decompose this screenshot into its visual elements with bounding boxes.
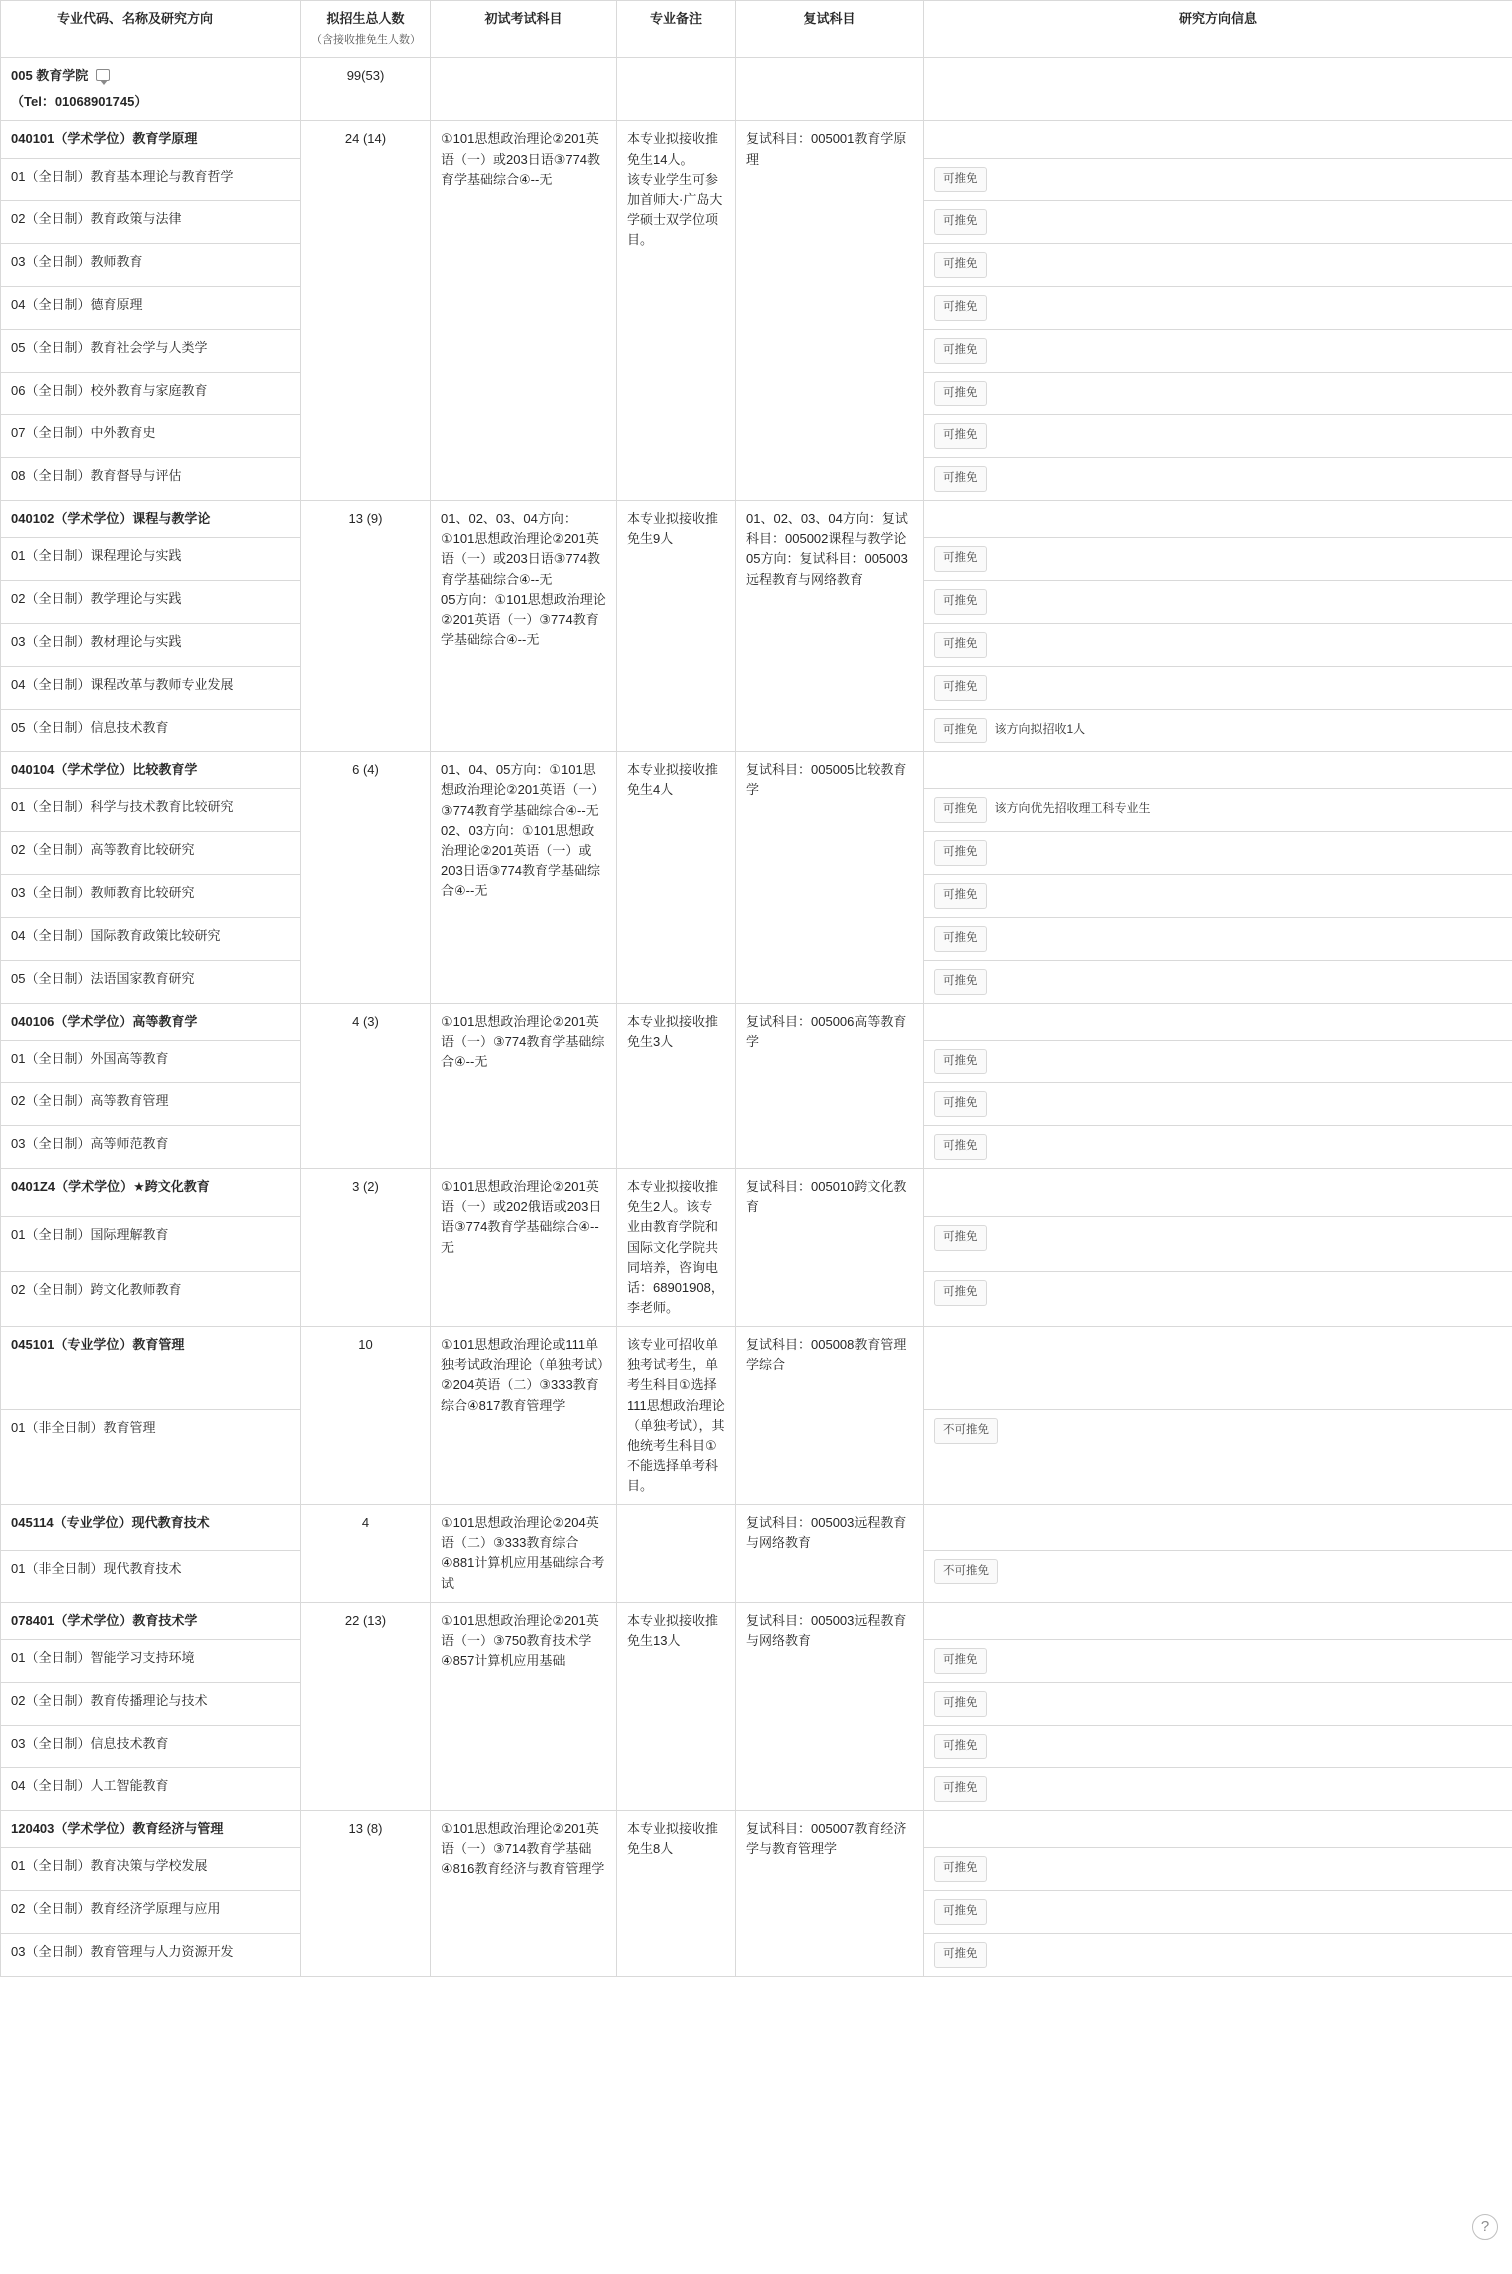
institute-blank-subjects bbox=[431, 58, 617, 121]
major-first-exam-subjects: ①101思想政治理论或111单独考试政治理论（单独考试）②204英语（二）③333教育综合④817教育管理学 bbox=[431, 1327, 617, 1505]
major-row bbox=[1, 501, 1512, 538]
major-direction-info bbox=[924, 501, 1512, 538]
column-header-first-exam-label: 初试考试科目 bbox=[484, 11, 563, 26]
major-first-exam-subjects: ①101思想政治理论②204英语（二）③333教育综合④881计算机应用基础综合考试 bbox=[431, 1505, 617, 1603]
major-remarks: 本专业拟接收推免生9人 bbox=[617, 501, 736, 752]
institute-blank-info bbox=[924, 58, 1512, 121]
direction-label[interactable]: 01（全日制）外国高等教育 bbox=[1, 1040, 301, 1083]
major-first-exam-subjects: ①101思想政治理论②201英语（一）③714教育学基础④816教育经济与教育管理学 bbox=[431, 1811, 617, 1977]
institute-total: 99(53) bbox=[301, 58, 431, 121]
major-quota: 13 (8) bbox=[301, 1811, 431, 1977]
table-body bbox=[1, 58, 1512, 1977]
recommendation-badge: 可推免 bbox=[934, 381, 987, 407]
major-retest-subjects: 复试科目：005008教育管理学综合 bbox=[736, 1327, 924, 1505]
major-first-exam-subjects: 01、04、05方向：①101思想政治理论②201英语（一）③774教育学基础综合④--无 02、03方向：①101思想政治理论②201英语（一）或203日语③774教育学基础综合④--无 bbox=[431, 752, 617, 1003]
direction-info-cell bbox=[924, 244, 1512, 287]
direction-label[interactable]: 04（全日制）德育原理 bbox=[1, 287, 301, 330]
recommendation-badge: 不可推免 bbox=[934, 1559, 998, 1585]
institute-name-cell bbox=[1, 58, 301, 121]
direction-info-cell bbox=[924, 875, 1512, 918]
major-quota: 13 (9) bbox=[301, 501, 431, 752]
direction-info-cell bbox=[924, 1933, 1512, 1976]
recommendation-badge: 可推免 bbox=[934, 797, 987, 823]
major-row bbox=[1, 1003, 1512, 1040]
direction-info-cell bbox=[924, 1126, 1512, 1169]
recommendation-badge: 可推免 bbox=[934, 466, 987, 492]
major-retest-subjects: 复试科目：005010跨文化教育 bbox=[736, 1169, 924, 1327]
direction-label[interactable]: 05（全日制）信息技术教育 bbox=[1, 709, 301, 752]
major-first-exam-subjects: 01、02、03、04方向：①101思想政治理论②201英语（一）或203日语③774教育学基础综合④--无 05方向：①101思想政治理论②201英语（一）③774教育学基础综合④--无 bbox=[431, 501, 617, 752]
recommendation-badge: 可推免 bbox=[934, 1134, 987, 1160]
major-code-name[interactable]: 120403（学术学位）教育经济与管理 bbox=[1, 1811, 301, 1848]
direction-info-cell bbox=[924, 709, 1512, 752]
recommendation-badge: 可推免 bbox=[934, 1648, 987, 1674]
recommendation-badge: 可推免 bbox=[934, 1856, 987, 1882]
recommendation-badge: 不可推免 bbox=[934, 1418, 998, 1444]
recommendation-badge: 可推免 bbox=[934, 546, 987, 572]
direction-info-cell bbox=[924, 158, 1512, 201]
major-direction-info bbox=[924, 1169, 1512, 1217]
column-header-first-exam bbox=[431, 1, 617, 58]
direction-info-cell bbox=[924, 415, 1512, 458]
direction-info-cell bbox=[924, 623, 1512, 666]
direction-extra-note: 该方向拟招收1人 bbox=[994, 721, 1086, 736]
major-first-exam-subjects: ①101思想政治理论②201英语（一）③750教育技术学④857计算机应用基础 bbox=[431, 1602, 617, 1810]
direction-info-cell bbox=[924, 1409, 1512, 1504]
column-header-direction-info bbox=[924, 1, 1512, 58]
recommendation-badge: 可推免 bbox=[934, 1049, 987, 1075]
direction-label[interactable]: 02（全日制）教育政策与法律 bbox=[1, 201, 301, 244]
direction-info-cell bbox=[924, 1725, 1512, 1768]
major-retest-subjects: 复试科目：005006高等教育学 bbox=[736, 1003, 924, 1169]
direction-label[interactable]: 01（全日制）教育基本理论与教育哲学 bbox=[1, 158, 301, 201]
direction-info-cell bbox=[924, 917, 1512, 960]
direction-label[interactable]: 06（全日制）校外教育与家庭教育 bbox=[1, 372, 301, 415]
major-first-exam-subjects: ①101思想政治理论②201英语（一）或203日语③774教育学基础综合④--无 bbox=[431, 121, 617, 501]
column-header-quota-sub: （含接收推免生人数） bbox=[311, 34, 421, 47]
major-row bbox=[1, 1602, 1512, 1639]
direction-info-cell bbox=[924, 1271, 1512, 1326]
major-remarks: 本专业拟接收推免生3人 bbox=[617, 1003, 736, 1169]
column-header-quota-label: 拟招生总人数 bbox=[326, 11, 405, 26]
major-direction-info bbox=[924, 1327, 1512, 1410]
direction-label[interactable]: 05（全日制）法语国家教育研究 bbox=[1, 960, 301, 1003]
major-direction-info bbox=[924, 1003, 1512, 1040]
direction-info-cell bbox=[924, 1682, 1512, 1725]
direction-extra-note: 该方向优先招收理工科专业生 bbox=[994, 801, 1151, 816]
recommendation-badge: 可推免 bbox=[934, 632, 987, 658]
major-remarks bbox=[617, 1505, 736, 1603]
major-code-name[interactable]: 040104（学术学位）比较教育学 bbox=[1, 752, 301, 789]
major-code-name[interactable]: 078401（学术学位）教育技术学 bbox=[1, 1602, 301, 1639]
major-code-name[interactable]: 040101（学术学位）教育学原理 bbox=[1, 121, 301, 158]
column-header-retest-label: 复试科目 bbox=[803, 11, 856, 26]
major-retest-subjects: 复试科目：005001教育学原理 bbox=[736, 121, 924, 501]
column-header-remarks-label: 专业备注 bbox=[649, 11, 702, 26]
direction-label[interactable]: 03（全日制）教师教育 bbox=[1, 244, 301, 287]
major-quota: 10 bbox=[301, 1327, 431, 1505]
major-code-name[interactable]: 045114（专业学位）现代教育技术 bbox=[1, 1505, 301, 1550]
direction-info-cell bbox=[924, 201, 1512, 244]
major-quota: 4 (3) bbox=[301, 1003, 431, 1169]
recommendation-badge: 可推免 bbox=[934, 338, 987, 364]
major-code-name[interactable]: 0401Z4（学术学位）★跨文化教育 bbox=[1, 1169, 301, 1217]
direction-info-cell bbox=[924, 1550, 1512, 1602]
major-retest-subjects: 复试科目：005005比较教育学 bbox=[736, 752, 924, 1003]
direction-label[interactable]: 02（全日制）跨文化教师教育 bbox=[1, 1271, 301, 1326]
major-direction-info bbox=[924, 1602, 1512, 1639]
major-code-name[interactable]: 045101（专业学位）教育管理 bbox=[1, 1327, 301, 1410]
major-direction-info bbox=[924, 752, 1512, 789]
direction-label[interactable]: 02（全日制）教育经济学原理与应用 bbox=[1, 1891, 301, 1934]
direction-label[interactable]: 02（全日制）高等教育管理 bbox=[1, 1083, 301, 1126]
recommendation-badge: 可推免 bbox=[934, 840, 987, 866]
direction-label[interactable]: 04（全日制）国际教育政策比较研究 bbox=[1, 917, 301, 960]
recommendation-badge: 可推免 bbox=[934, 1280, 987, 1306]
recommendation-badge: 可推免 bbox=[934, 926, 987, 952]
direction-info-cell bbox=[924, 458, 1512, 501]
major-remarks: 本专业拟接收推免生8人 bbox=[617, 1811, 736, 1977]
major-quota: 3 (2) bbox=[301, 1169, 431, 1327]
recommendation-badge: 可推免 bbox=[934, 423, 987, 449]
recommendation-badge: 可推免 bbox=[934, 675, 987, 701]
direction-info-cell bbox=[924, 666, 1512, 709]
flag-icon bbox=[96, 69, 110, 81]
direction-label[interactable]: 03（全日制）教材理论与实践 bbox=[1, 623, 301, 666]
direction-info-cell bbox=[924, 1768, 1512, 1811]
recommendation-badge: 可推免 bbox=[934, 1776, 987, 1802]
column-header-major-label: 专业代码、名称及研究方向 bbox=[57, 11, 214, 26]
recommendation-badge: 可推免 bbox=[934, 295, 987, 321]
major-retest-subjects: 复试科目：005007教育经济学与教育管理学 bbox=[736, 1811, 924, 1977]
direction-info-cell bbox=[924, 287, 1512, 330]
direction-info-cell bbox=[924, 789, 1512, 832]
direction-info-cell bbox=[924, 960, 1512, 1003]
direction-label[interactable]: 01（全日制）智能学习支持环境 bbox=[1, 1639, 301, 1682]
column-header-direction-info-label: 研究方向信息 bbox=[1178, 11, 1257, 26]
direction-label[interactable]: 08（全日制）教育督导与评估 bbox=[1, 458, 301, 501]
table-header bbox=[1, 1, 1512, 58]
major-row bbox=[1, 1169, 1512, 1217]
direction-info-cell bbox=[924, 1083, 1512, 1126]
major-remarks: 本专业拟接收推免生13人 bbox=[617, 1602, 736, 1810]
direction-label[interactable]: 01（全日制）教育决策与学校发展 bbox=[1, 1848, 301, 1891]
recommendation-badge: 可推免 bbox=[934, 718, 987, 744]
major-code-name[interactable]: 040106（学术学位）高等教育学 bbox=[1, 1003, 301, 1040]
direction-info-cell bbox=[924, 581, 1512, 624]
major-code-name[interactable]: 040102（学术学位）课程与教学论 bbox=[1, 501, 301, 538]
direction-label[interactable]: 04（全日制）人工智能教育 bbox=[1, 1768, 301, 1811]
major-row bbox=[1, 1505, 1512, 1550]
major-row bbox=[1, 1811, 1512, 1848]
recommendation-badge: 可推免 bbox=[934, 1942, 987, 1968]
major-direction-info bbox=[924, 1811, 1512, 1848]
major-direction-info bbox=[924, 121, 1512, 158]
recommendation-badge: 可推免 bbox=[934, 1225, 987, 1251]
column-header-major bbox=[1, 1, 301, 58]
direction-info-cell bbox=[924, 1040, 1512, 1083]
direction-label[interactable]: 03（全日制）信息技术教育 bbox=[1, 1725, 301, 1768]
major-quota: 24 (14) bbox=[301, 121, 431, 501]
major-retest-subjects: 01、02、03、04方向：复试科目：005002课程与教学论 05方向：复试科目：005003远程教育与网络教育 bbox=[736, 501, 924, 752]
recommendation-badge: 可推免 bbox=[934, 1691, 987, 1717]
direction-info-cell bbox=[924, 1891, 1512, 1934]
direction-label[interactable]: 02（全日制）教育传播理论与技术 bbox=[1, 1682, 301, 1725]
major-remarks: 该专业可招收单独考试考生，单考生科目①选择111思想政治理论（单独考试），其他统考生科目①不能选择单考科目。 bbox=[617, 1327, 736, 1505]
column-header-quota bbox=[301, 1, 431, 58]
direction-label[interactable]: 03（全日制）高等师范教育 bbox=[1, 1126, 301, 1169]
direction-label[interactable]: 02（全日制）高等教育比较研究 bbox=[1, 832, 301, 875]
major-remarks: 本专业拟接收推免生2人。该专业由教育学院和国际文化学院共同培养，咨询电话：68901908，李老师。 bbox=[617, 1169, 736, 1327]
direction-label[interactable]: 04（全日制）课程改革与教师专业发展 bbox=[1, 666, 301, 709]
recommendation-badge: 可推免 bbox=[934, 209, 987, 235]
recommendation-badge: 可推免 bbox=[934, 969, 987, 995]
direction-label[interactable]: 03（全日制）教师教育比较研究 bbox=[1, 875, 301, 918]
major-remarks: 本专业拟接收推免生4人 bbox=[617, 752, 736, 1003]
recommendation-badge: 可推免 bbox=[934, 167, 987, 193]
direction-info-cell bbox=[924, 1848, 1512, 1891]
recommendation-badge: 可推免 bbox=[934, 252, 987, 278]
column-header-retest bbox=[736, 1, 924, 58]
institute-blank-retest bbox=[736, 58, 924, 121]
direction-label[interactable]: 01（全日制）国际理解教育 bbox=[1, 1216, 301, 1271]
institute-name: 005 教育学院 bbox=[11, 68, 89, 84]
major-direction-info bbox=[924, 1505, 1512, 1550]
direction-info-cell bbox=[924, 832, 1512, 875]
direction-info-cell bbox=[924, 538, 1512, 581]
direction-label[interactable]: 02（全日制）教学理论与实践 bbox=[1, 581, 301, 624]
direction-label[interactable]: 01（非全日制）现代教育技术 bbox=[1, 1550, 301, 1602]
recommendation-badge: 可推免 bbox=[934, 1734, 987, 1760]
major-row bbox=[1, 1327, 1512, 1410]
direction-info-cell bbox=[924, 1639, 1512, 1682]
institute-tel: （Tel：01068901745） bbox=[11, 94, 148, 110]
direction-info-cell bbox=[924, 329, 1512, 372]
recommendation-badge: 可推免 bbox=[934, 1091, 987, 1117]
direction-info-cell bbox=[924, 1216, 1512, 1271]
major-retest-subjects: 复试科目：005003远程教育与网络教育 bbox=[736, 1505, 924, 1603]
institute-row bbox=[1, 58, 1512, 121]
major-first-exam-subjects: ①101思想政治理论②201英语（一）③774教育学基础综合④--无 bbox=[431, 1003, 617, 1169]
direction-label[interactable]: 01（非全日制）教育管理 bbox=[1, 1409, 301, 1504]
major-first-exam-subjects: ①101思想政治理论②201英语（一）或202俄语或203日语③774教育学基础综合④--无 bbox=[431, 1169, 617, 1327]
recommendation-badge: 可推免 bbox=[934, 589, 987, 615]
direction-label[interactable]: 07（全日制）中外教育史 bbox=[1, 415, 301, 458]
direction-label[interactable]: 03（全日制）教育管理与人力资源开发 bbox=[1, 1933, 301, 1976]
direction-label[interactable]: 01（全日制）科学与技术教育比较研究 bbox=[1, 789, 301, 832]
major-quota: 6 (4) bbox=[301, 752, 431, 1003]
major-retest-subjects: 复试科目：005003远程教育与网络教育 bbox=[736, 1602, 924, 1810]
major-row bbox=[1, 752, 1512, 789]
recommendation-badge: 可推免 bbox=[934, 1899, 987, 1925]
direction-label[interactable]: 05（全日制）教育社会学与人类学 bbox=[1, 329, 301, 372]
direction-info-cell bbox=[924, 372, 1512, 415]
recommendation-badge: 可推免 bbox=[934, 883, 987, 909]
institute-blank-note bbox=[617, 58, 736, 121]
help-fab-button[interactable]: ? bbox=[1472, 2214, 1498, 2240]
major-row bbox=[1, 121, 1512, 158]
direction-label[interactable]: 01（全日制）课程理论与实践 bbox=[1, 538, 301, 581]
major-quota: 22 (13) bbox=[301, 1602, 431, 1810]
column-header-remarks bbox=[617, 1, 736, 58]
major-quota: 4 bbox=[301, 1505, 431, 1603]
major-remarks: 本专业拟接收推免生14人。 该专业学生可参加首师大·广岛大学硕士双学位项目。 bbox=[617, 121, 736, 501]
